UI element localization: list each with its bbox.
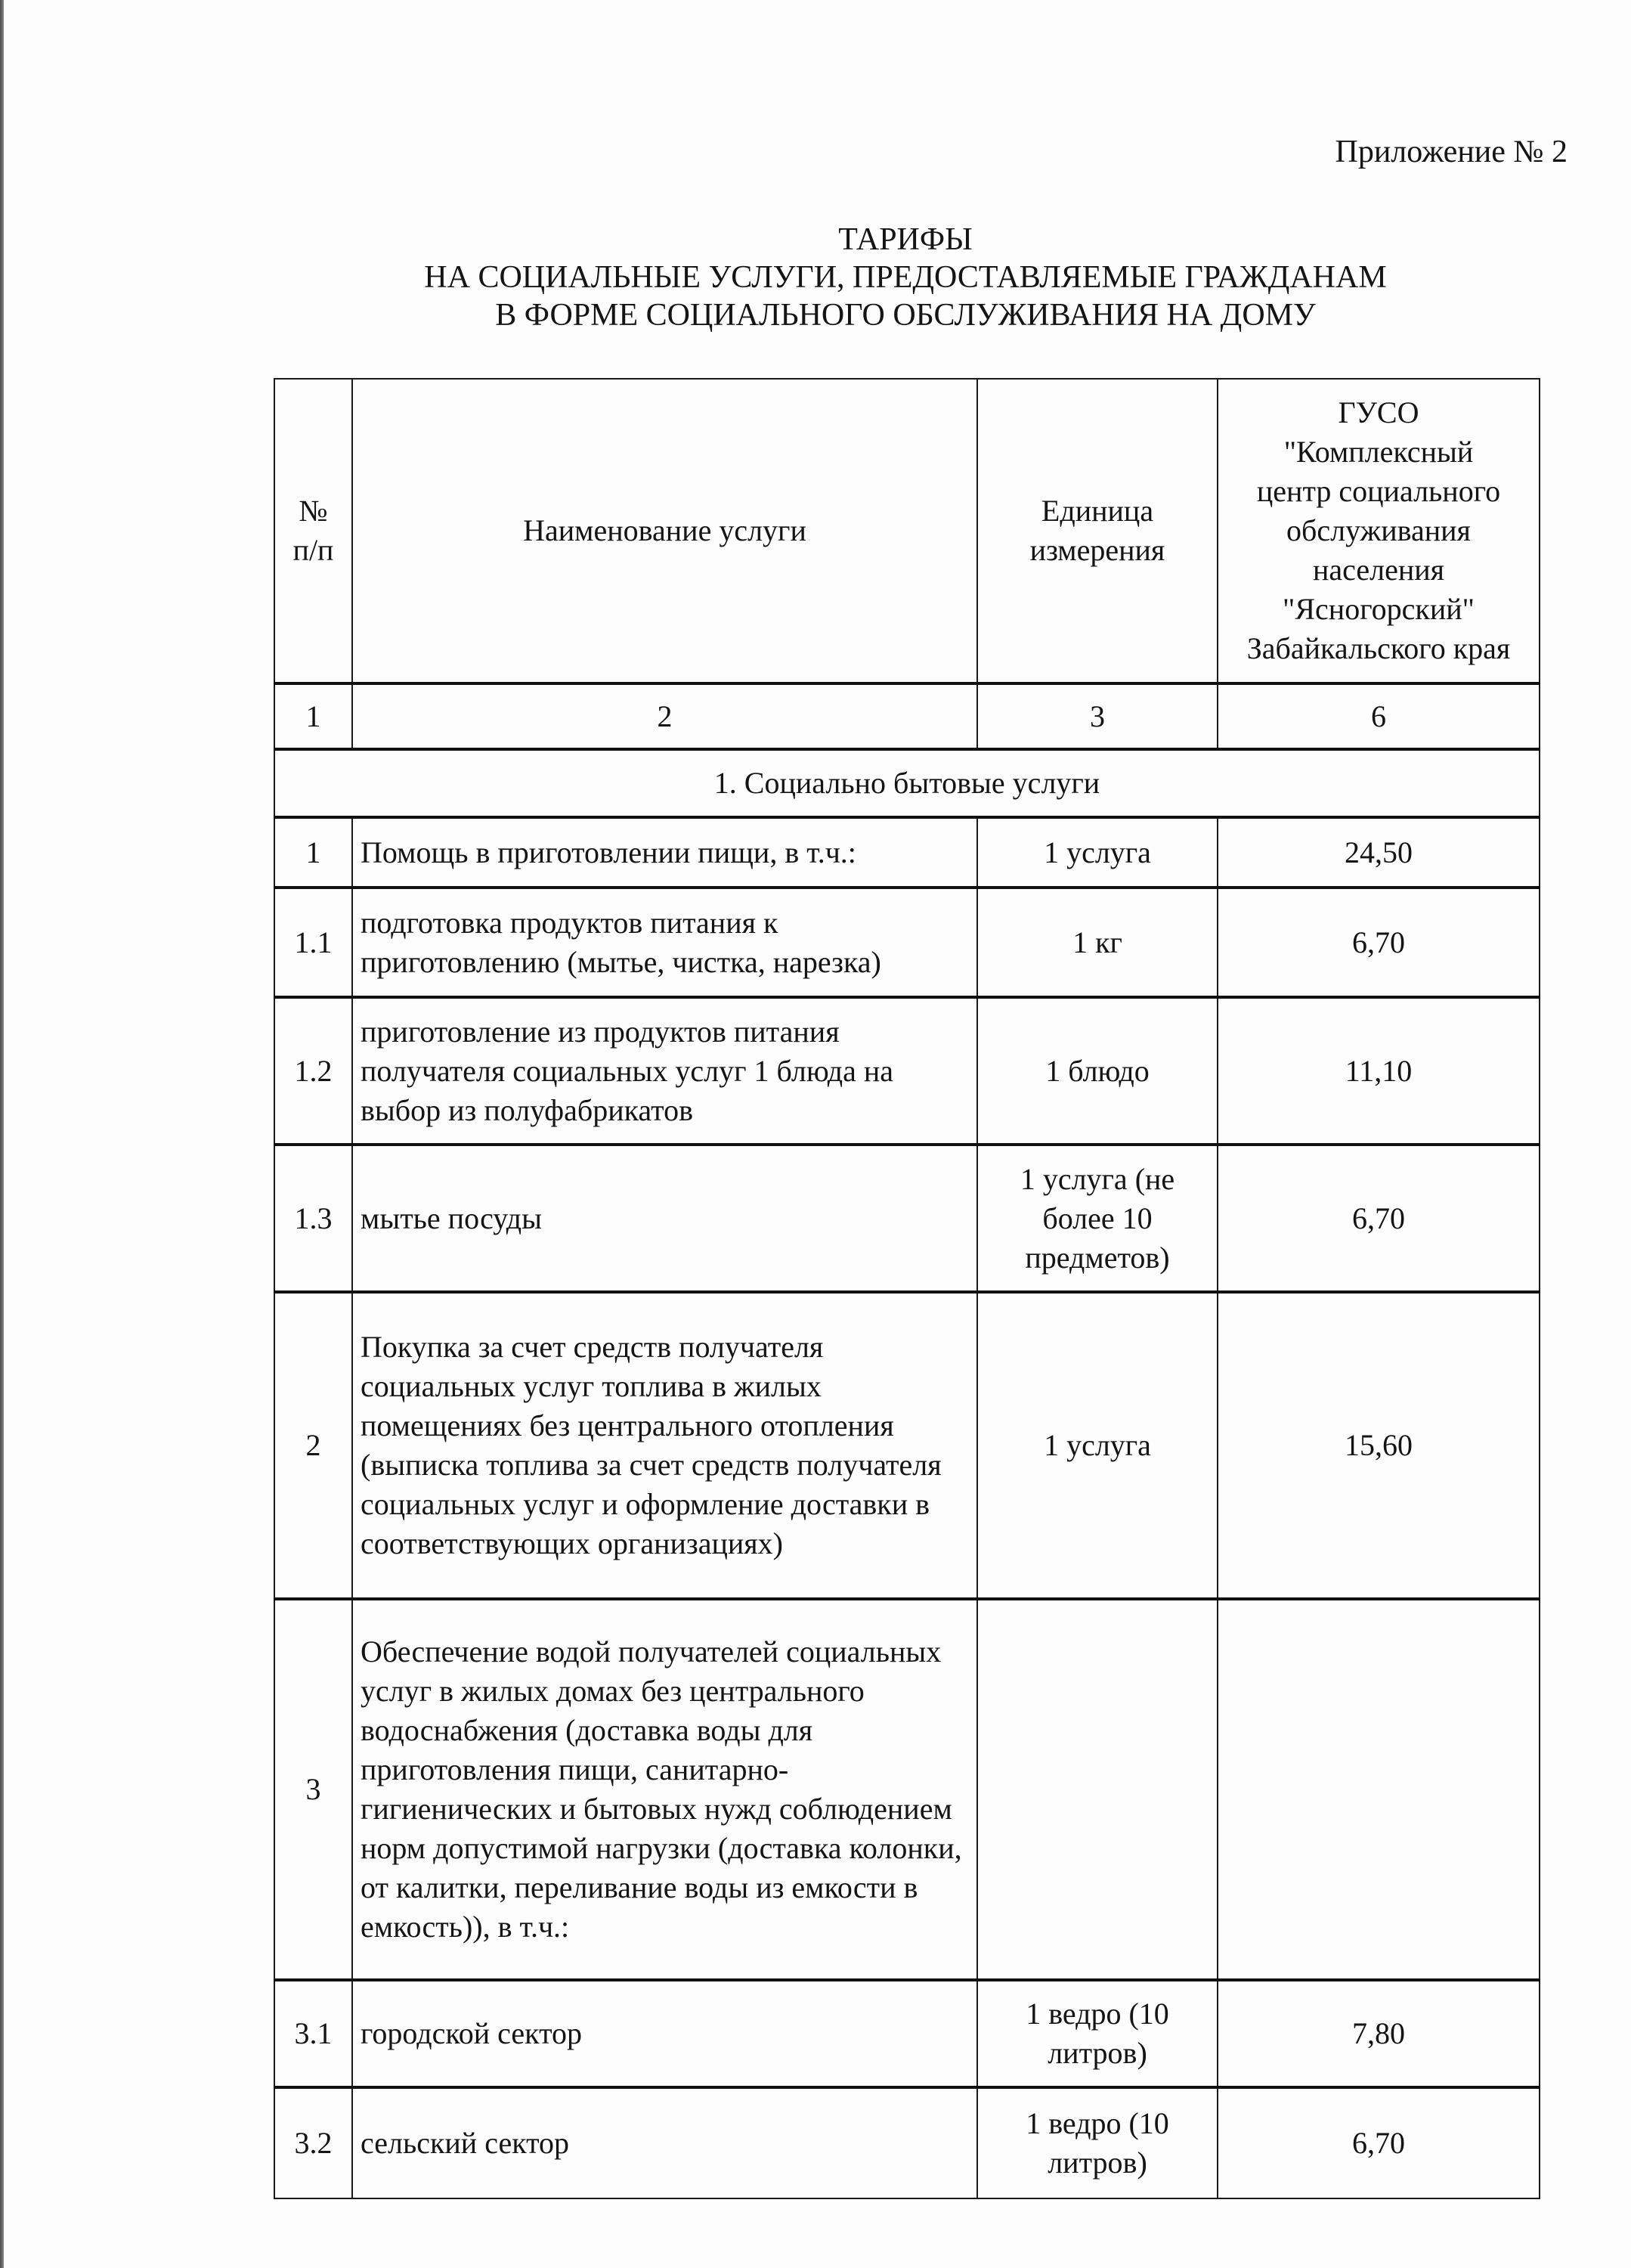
row-number: 1.3 [274,1145,352,1292]
annex-label: Приложение № 2 [1335,135,1568,169]
header-service-name: Наименование услуги [352,379,977,683]
unit: 1 ведро (10 литров) [977,1980,1218,2087]
table-row [274,1980,1540,2087]
tariff-price: 6,70 [1218,1145,1540,1292]
row-number: 1.1 [274,888,352,997]
column-number: 1 [274,683,352,749]
service-name: сельский сектор [352,2087,977,2198]
tariff-price: 6,70 [1218,888,1540,997]
column-number-row [274,683,1540,749]
service-name: городской сектор [352,1980,977,2087]
service-name: Обеспечение водой получателей социальных услуг в жилых домах без центрального водоснабжения (доставка воды для приготовления пищи, санитарно-гигиенических и бытовых нужд соблюдением норм допустимой нагрузки (доставка колонки, от калитки, переливание воды из емкости в емкость)), в т.ч.: [352,1599,977,1980]
title-line: В ФОРМЕ СОЦИАЛЬНОГО ОБСЛУЖИВАНИЯ НА ДОМУ [495,298,1316,333]
tariff-price [1218,1599,1540,1980]
column-number: 6 [1218,683,1540,749]
tariff-price: 11,10 [1218,997,1540,1145]
table-row [274,1145,1540,1292]
row-number: 1 [274,817,352,888]
title-line: ТАРИФЫ [838,222,973,257]
table-row [274,2087,1540,2198]
column-number: 2 [352,683,977,749]
header-number: № п/п [274,379,352,683]
row-number: 1.2 [274,997,352,1145]
unit: 1 кг [977,888,1218,997]
service-name: Покупка за счет средств получателя социальных услуг топлива в жилых помещениях без центрального отопления (выписка топлива за счет средств получателя социальных услуг и оформление доставки в соответствующих организациях) [352,1292,977,1599]
tariff-price: 6,70 [1218,2087,1540,2198]
service-name: мытье посуды [352,1145,977,1292]
table-row [274,1599,1540,1980]
header-unit: Единица измерения [977,379,1218,683]
row-number: 3 [274,1599,352,1980]
unit: 1 блюдо [977,997,1218,1145]
row-number: 3.2 [274,2087,352,2198]
unit: 1 услуга (не более 10 предметов) [977,1145,1218,1292]
table-row [274,817,1540,888]
table-row [274,888,1540,997]
table-row [274,997,1540,1145]
document-title [272,221,1539,334]
section-title: 1. Социально бытовые услуги [274,749,1540,817]
service-name: приготовление из продуктов питания получателя социальных услуг 1 блюда на выбор из полуфабрикатов [352,997,977,1145]
unit: 1 услуга [977,817,1218,888]
table-header-row [274,379,1540,683]
tariff-price: 7,80 [1218,1980,1540,2087]
header-organization: ГУСО "Комплексный центр социального обслуживания населения "Ясногорский" Забайкальского края [1218,379,1540,683]
tariff-price: 15,60 [1218,1292,1540,1599]
tariff-price: 24,50 [1218,817,1540,888]
unit: 1 ведро (10 литров) [977,2087,1218,2198]
service-name: подготовка продуктов питания к приготовлению (мытье, чистка, нарезка) [352,888,977,997]
title-line: НА СОЦИАЛЬНЫЕ УСЛУГИ, ПРЕДОСТАВЛЯЕМЫЕ ГРАЖДАНАМ [424,260,1387,295]
row-number: 2 [274,1292,352,1599]
column-number: 3 [977,683,1218,749]
scan-edge-shadow [0,0,4,2268]
service-name: Помощь в приготовлении пищи, в т.ч.: [352,817,977,888]
section-row [274,749,1540,817]
row-number: 3.1 [274,1980,352,2087]
tariffs-table [274,378,1540,2199]
table-row [274,1292,1540,1599]
unit [977,1599,1218,1980]
unit: 1 услуга [977,1292,1218,1599]
